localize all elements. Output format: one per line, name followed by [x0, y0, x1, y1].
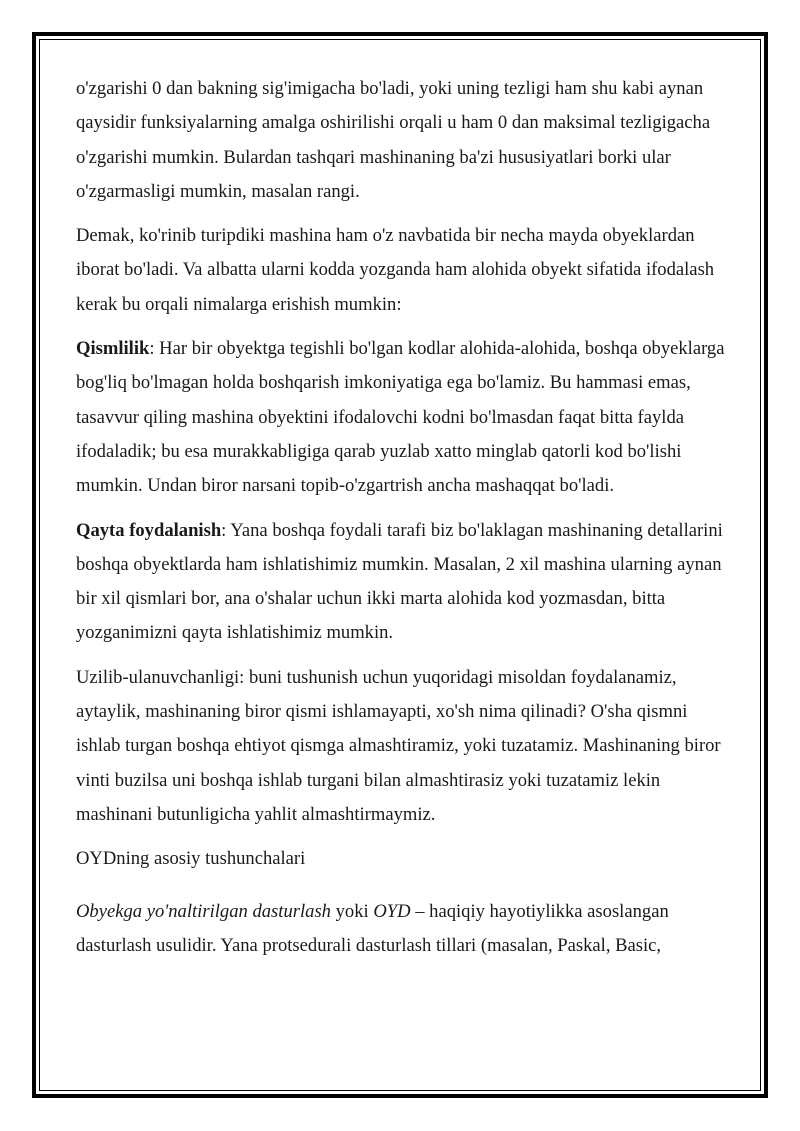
paragraph-2: Demak, ko'rinib turipdiki mashina ham o'z navbatida bir necha mayda obyeklardan iborat bo'ladi. Va albatta ularni kodda yozganda ham alohida obyekt sifatida ifodalash kerak bu orqali nimalarga erishish mumkin:	[76, 225, 715, 315]
connector-text: yoki	[330, 900, 374, 922]
document-body	[76, 72, 728, 973]
paragraph-oyd-text: – haqiqiy hayotiylikka asoslangan dasturlash usulidir. Yana protsedurali dasturlash tillari (masalan, Paskal, Basic,	[76, 900, 669, 956]
paragraph-qayta-foydalanish	[76, 514, 728, 651]
paragraph-1: o'zgarishi 0 dan bakning sig'imigacha bo'ladi, yoki uning tezligi ham shu kabi aynan qaysidir funksiyalarning amalga oshirilishi orqali u ham 0 dan maksimal tezligigacha o'zgarishi mumkin. Bulardan tashqari mashinaning ba'zi hususiyatlari borki ular o'zgarmasligi mumkin, masalan rangi.	[76, 78, 711, 202]
paragraph-qismlilik	[76, 332, 728, 503]
paragraph-uzilib-ulanuvchanligi: Uzilib-ulanuvchanligi: buni tushunish uchun yuqoridagi misoldan foydalanamiz, aytaylik, mashinaning biror qismi ishlamayapti, xo'sh nima qilinadi? O'sha qismni ishlab turgan boshqa ehtiyot qismga almashtiramiz, yoki tuzatamiz. Mashinaning biror vinti buzilsa uni boshqa ishlab turgani bilan almashtirasiz yoki tuzatamiz lekin mashinani butunligicha yahlit almashtirmaymiz.	[76, 666, 721, 825]
term-qismlilik: Qismlilik	[76, 338, 150, 360]
term-qayta-foydalanish: Qayta foydalanish	[76, 519, 222, 541]
term-oyd-abbr: OYD	[373, 900, 411, 922]
paragraph-qismlilik-text: : Har bir obyektga tegishli bo'lgan kodlar alohida-alohida, boshqa obyeklarga bog'liq bo'lmagan holda boshqarish imkoniyatiga ega bo'lamiz. Bu hammasi emas, tasavvur qiling mashina obyektini ifodalovchi kodni bo'lmasdan faqat bitta faylda ifodaladik; bu esa murakkabligiga qarab yuzlab xatto minglab qatorli kod bo'lishi mumkin. Undan biror narsani topib-o'zgartrish ancha mashaqqat bo'ladi.	[76, 338, 725, 497]
section-heading: OYDning asosiy tushunchalari	[76, 848, 306, 870]
paragraph-qayta-foydalanish-text: : Yana boshqa foydali tarafi biz bo'laklagan mashinaning detallarini boshqa obyektlarda ham ishlatishimiz mumkin. Masalan, 2 xil mashina ularning aynan bir xil qismlari bor, ana o'shalar uchun ikki marta alohida kod yozmasdan, bitta yozganimizni qayta ishlatishimiz mumkin.	[76, 519, 723, 644]
paragraph-oyd-definition	[76, 895, 728, 964]
term-oyd-full: Obyekga yo'naltirilgan dasturlash	[76, 900, 331, 922]
